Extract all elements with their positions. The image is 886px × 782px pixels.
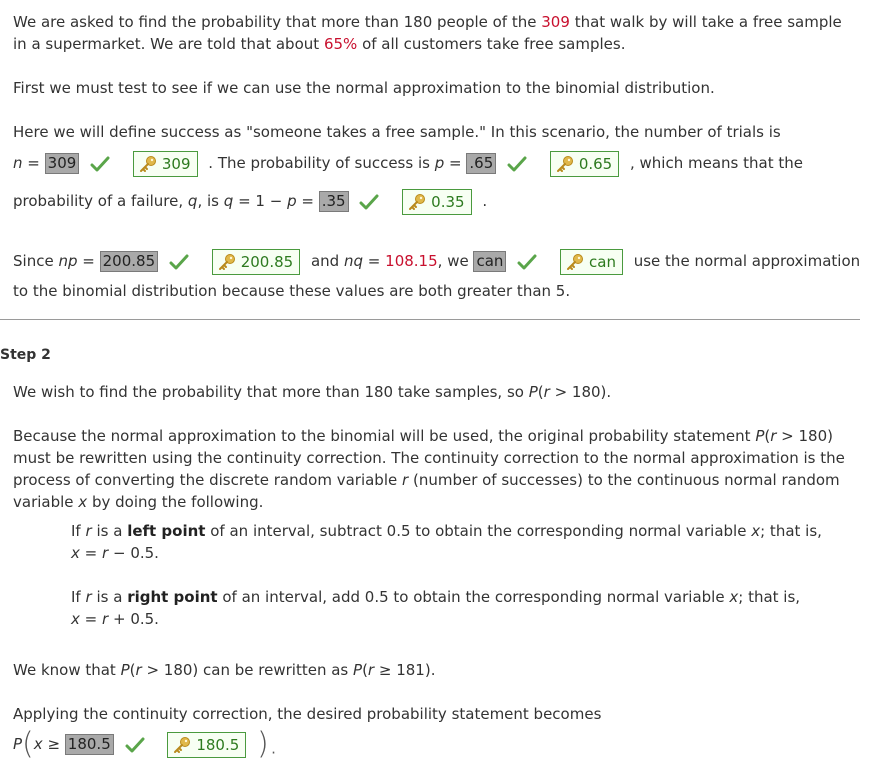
define-line-1: Here we will define success as "someone takes a free sample." In this scenario, the number of trials is: [13, 123, 781, 141]
rule-text: ; that is,: [760, 522, 822, 540]
since-line-2: to the binomial distribution because these values are both greater than 5.: [13, 282, 571, 300]
p-symbol: P: [13, 735, 23, 753]
nq-value: 108.15: [385, 252, 438, 270]
success-percent: 65%: [323, 35, 358, 53]
r-symbol: r: [102, 544, 109, 562]
rule-text: If: [71, 588, 81, 606]
since-text: Since: [13, 252, 54, 270]
q-formula-mid: = 1 −: [238, 192, 283, 210]
ge-sign: ≥: [47, 735, 61, 753]
p-symbol: P: [755, 427, 765, 445]
final-answer-box[interactable]: 180.5: [65, 734, 114, 755]
right-point-label: right point: [127, 588, 218, 606]
q-formula-q: q: [223, 192, 234, 210]
paren: (: [537, 383, 544, 401]
equals-sign: =: [301, 192, 314, 210]
left-point-label: left point: [127, 522, 206, 540]
paren: (: [362, 661, 368, 679]
wish-line: [13, 381, 611, 403]
intro-text: that walk by will take a free sample: [574, 13, 842, 31]
final-key-button[interactable]: [167, 732, 246, 758]
q-key-button[interactable]: [402, 189, 471, 215]
intro-line-2: [13, 33, 626, 55]
define-line-3: [13, 188, 487, 215]
right-point-rule: [71, 586, 800, 608]
q-is: , is: [197, 192, 219, 210]
r-symbol: r: [102, 610, 109, 628]
because-text: by doing the following.: [91, 493, 264, 511]
r-symbol: r: [770, 427, 777, 445]
x-symbol: x: [78, 493, 88, 511]
intro-text: in a supermarket. We are told that about: [13, 35, 320, 53]
p-symbol: P: [120, 661, 130, 679]
know-line: [13, 659, 435, 681]
because-text: Because the normal approximation to the binomial will be used, the original probability statement: [13, 427, 751, 445]
open-paren: (: [22, 726, 34, 762]
key-icon: [172, 735, 192, 755]
formula-tail: + 0.5.: [112, 610, 159, 628]
key-icon: [407, 192, 427, 212]
because-text: (number of successes) to the continuous normal random: [412, 471, 840, 489]
p-key-value: 0.65: [578, 154, 613, 173]
can-key-value: can: [589, 252, 616, 271]
left-point-rule: [71, 520, 822, 542]
check-icon: [90, 155, 110, 173]
n-key-value: 309: [161, 154, 191, 173]
apply-line: Applying the continuity correction, the desired probability statement becomes: [13, 705, 602, 723]
rule-text: ; that is,: [738, 588, 801, 606]
know-text: > 180) can be rewritten as: [146, 661, 349, 679]
intro-line-1: [13, 11, 842, 33]
p-answer-box[interactable]: .65: [466, 153, 496, 174]
prob-tail-text: , which means that the: [630, 154, 803, 172]
final-key-value: 180.5: [196, 735, 240, 754]
x-symbol: x: [751, 522, 761, 540]
q-text: probability of a failure,: [13, 192, 184, 210]
x-symbol: x: [33, 735, 43, 753]
because-text: variable: [13, 493, 74, 511]
equals-sign: =: [449, 154, 462, 172]
intro-text: of all customers take free samples.: [362, 35, 626, 53]
np-answer-box[interactable]: 200.85: [100, 251, 159, 272]
rule-text: of an interval, add 0.5 to obtain the corresponding normal variable: [222, 588, 725, 606]
p-symbol: P: [353, 661, 363, 679]
equals-sign: =: [82, 252, 95, 270]
check-icon: [169, 253, 189, 271]
equals-sign: =: [84, 610, 98, 628]
key-icon: [565, 252, 585, 272]
formula-tail: − 0.5.: [112, 544, 159, 562]
q-answer-box[interactable]: .35: [319, 191, 349, 212]
p-label: p: [434, 154, 445, 172]
rule-text: of an interval, subtract 0.5 to obtain the corresponding normal variable: [210, 522, 747, 540]
check-icon: [125, 736, 145, 754]
q-key-value: 0.35: [431, 192, 465, 211]
can-answer-box[interactable]: can: [473, 251, 506, 272]
check-icon: [359, 193, 379, 211]
intro-text: We are asked to find the probability that more than 180 people of the: [13, 13, 537, 31]
and-text: and: [310, 252, 340, 270]
because-line-4: [13, 491, 263, 513]
check-icon: [517, 253, 537, 271]
since-line-1: [13, 248, 860, 275]
because-tail: > 180): [781, 427, 833, 445]
x-symbol: x: [729, 588, 739, 606]
x-symbol: x: [71, 544, 80, 562]
key-icon: [217, 252, 237, 272]
because-line-3: [13, 469, 840, 491]
r-symbol: r: [85, 522, 92, 540]
right-point-formula: [71, 608, 159, 630]
wish-text: We wish to find the probability that more than 180 take samples, so: [13, 383, 524, 401]
x-symbol: x: [71, 610, 80, 628]
n-answer-box[interactable]: 309: [45, 153, 80, 174]
check-icon: [507, 155, 527, 173]
know-tail: ≥ 181).: [378, 661, 436, 679]
period: .: [482, 192, 488, 210]
equals-sign: =: [367, 252, 381, 270]
equals-sign: =: [27, 154, 40, 172]
paren: (: [764, 427, 771, 445]
since-tail: use the normal approximation: [633, 252, 861, 270]
prob-success-text: . The probability of success is: [208, 154, 430, 172]
key-icon: [138, 154, 158, 174]
define-line-2: [13, 150, 803, 177]
section-divider: [0, 319, 860, 320]
because-line-2: must be rewritten using the continuity correction. The continuity correction to the normal approximation is the: [13, 449, 845, 467]
n-label: n: [13, 154, 23, 172]
know-text: We know that: [13, 661, 116, 679]
np-key-button[interactable]: [212, 249, 301, 275]
test-line: First we must test to see if we can use the normal approximation to the binomial distribution.: [13, 79, 715, 97]
close-paren: ).: [257, 726, 279, 762]
np-key-value: 200.85: [240, 252, 294, 271]
p-symbol: P: [528, 383, 538, 401]
rule-text: is a: [96, 588, 123, 606]
key-icon: [555, 154, 575, 174]
step-title: Step 2: [0, 347, 51, 363]
because-text: process of converting the discrete random variable: [13, 471, 398, 489]
p-key-button[interactable]: [550, 151, 619, 177]
because-line-1: [13, 425, 833, 447]
n-key-button[interactable]: [133, 151, 198, 177]
r-symbol: r: [402, 471, 409, 489]
r-symbol: r: [543, 383, 550, 401]
paren: (: [129, 661, 136, 679]
left-point-formula: [71, 542, 159, 564]
we-text: , we: [437, 252, 469, 270]
np-label: np: [58, 252, 78, 270]
trials-number: 309: [541, 13, 570, 31]
final-statement: [13, 726, 279, 762]
can-key-button[interactable]: [560, 249, 623, 275]
rule-text: If: [71, 522, 81, 540]
nq-label: nq: [343, 252, 364, 270]
q-formula-p: p: [287, 192, 297, 210]
q-label: q: [187, 192, 198, 210]
r-symbol: r: [85, 588, 92, 606]
r-symbol: r: [367, 661, 375, 679]
rule-text: is a: [96, 522, 123, 540]
equals-sign: =: [84, 544, 98, 562]
r-symbol: r: [135, 661, 142, 679]
wish-tail: > 180).: [554, 383, 612, 401]
